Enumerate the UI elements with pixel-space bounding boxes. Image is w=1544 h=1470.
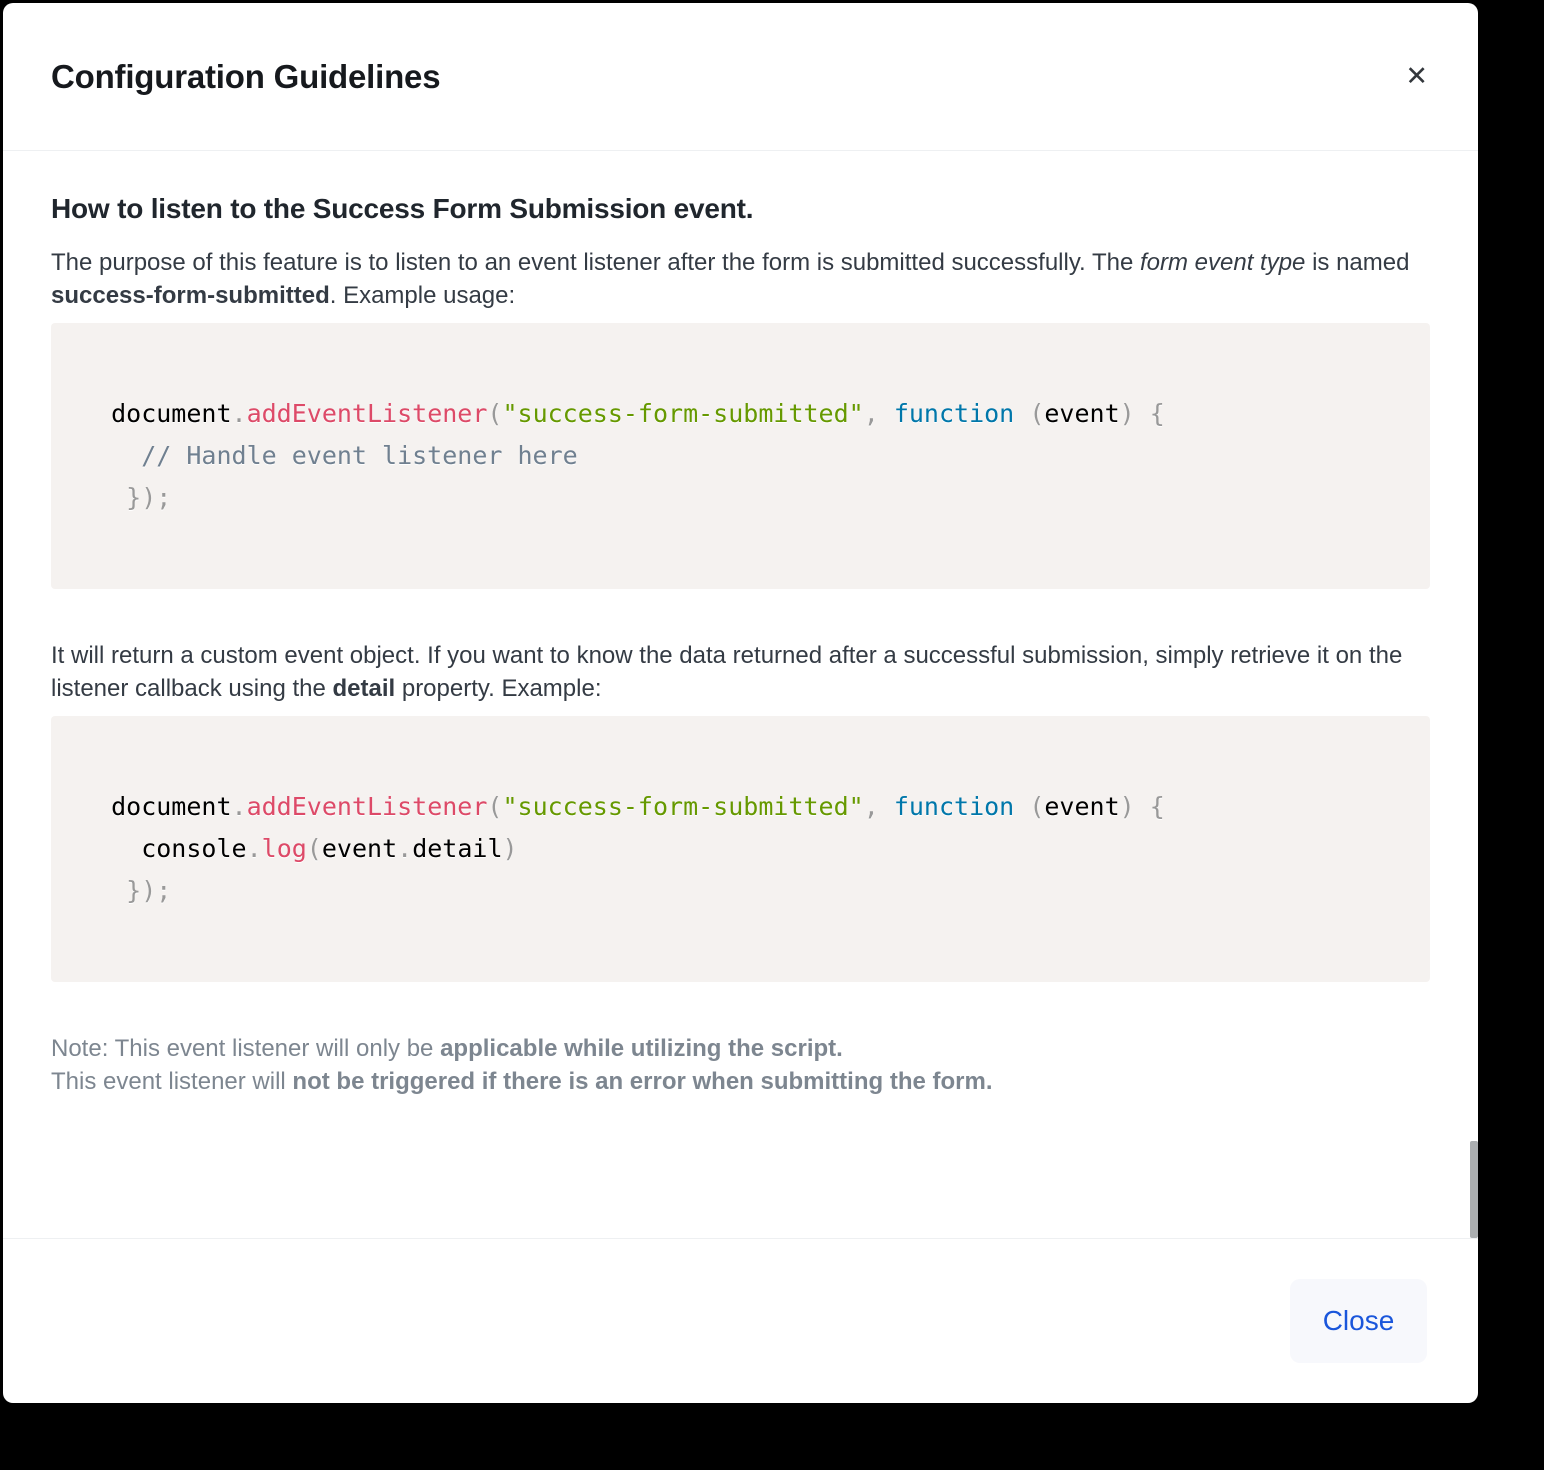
modal-title: Configuration Guidelines: [51, 57, 441, 95]
modal-header: [3, 3, 1478, 151]
modal-footer: [3, 1239, 1478, 1403]
code-block-console-log: [51, 716, 1430, 982]
intro-paragraph: The purpose of this feature is to listen to an event listener after the form is submitted successfully. The form event type is named success-form-submitted. Example usage:: [51, 249, 1410, 309]
code-block-event-listener: [51, 323, 1430, 589]
scrollbar-thumb[interactable]: [1470, 1141, 1478, 1238]
note-line: Note: This event listener will only be applicable while utilizing the script.: [51, 1035, 843, 1062]
close-x-glyph: ✕: [1405, 61, 1428, 92]
code-content: document.addEventListener("success-form-submitted", function (event) { // Handle event listener here });: [81, 399, 1165, 512]
code-content: document.addEventListener("success-form-submitted", function (event) { console.log(event.detail) });: [81, 792, 1165, 905]
close-icon[interactable]: [1399, 57, 1434, 96]
note-line: This event listener will not be triggered if there is an error when submitting the form.: [51, 1068, 993, 1095]
configuration-guidelines-modal: [3, 3, 1478, 1403]
modal-body: [3, 151, 1478, 1239]
section-heading: How to listen to the Success Form Submission event.: [51, 193, 754, 224]
detail-paragraph: It will return a custom event object. If you want to know the data returned after a successful submission, simply retrieve it on the listener callback using the detail property. Example:: [51, 642, 1403, 702]
close-button[interactable]: Close: [1290, 1279, 1427, 1363]
note-text: [51, 1032, 1430, 1098]
